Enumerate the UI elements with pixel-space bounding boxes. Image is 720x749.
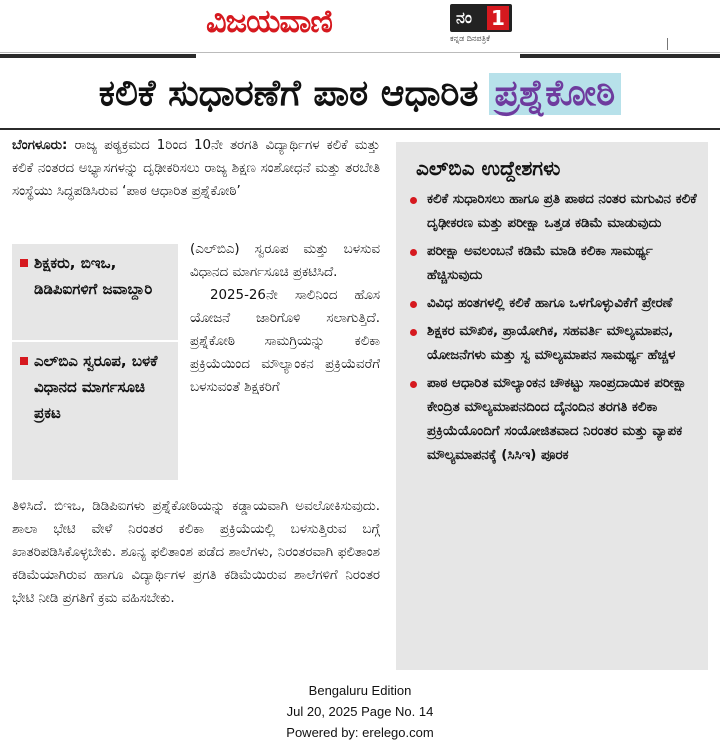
bullet-dot-icon xyxy=(410,249,417,256)
article-bottom-paragraph: ತಿಳಿಸಿದೆ. ಬಿಇಒ, ಡಿಡಿಪಿಐಗಳು ಪ್ರಶ್ನೆಕೋಠಿಯನ್ನು ಕಡ್ಡಾಯವಾಗಿ ಅವಲೋಕಿಸುವುದು. ಶಾಲಾ ಭೇಟಿ ವೇಳೆ ನಿರಂತರ ಕಲಿಕಾ ಪ್ರಕ್ರಿಯೆಯಲ್ಲಿ ಬಳಸುತ್ತಿರುವ ಬಗ್ಗೆ ಖಾತರಿಪಡಿಸಿಕೊಳ್ಳಬೇಕು. ಶೂನ್ಯ ಫಲಿತಾಂಶ ಪಡೆದ ಶಾಲೆಗಳು, ನಿರಂತರವಾಗಿ ಫಲಿತಾಂಶ ಕಡಿಮೆಯಾಗಿರುವ ಹಾಗೂ ವಿದ್ಯಾರ್ಥಿಗಳ ಪ್ರಗತಿ ಕಡಿಮೆಯಿರುವ ಶಾಲೆಗಳಿಗೆ ನಿರಂತರ ಭೇಟಿ ನೀಡಿ ಪ್ರಗತಿಗೆ ಕ್ರಮ ವಹಿಸಬೇಕು. xyxy=(12,499,380,606)
objective-item xyxy=(410,188,698,236)
footer-edition: Bengaluru Edition xyxy=(308,683,412,698)
article-mid-text-2: 2025-26ನೇ ಸಾಲಿನಿಂದ ಹೊಸ ಯೋಜನೆ ಜಾರಿಗೊಳಿ ಸಲಾಗುತ್ತಿದೆ. ಪ್ರಶ್ನೆಕೋಠಿ ಸಾಮಗ್ರಿಯನ್ನು ಕಲಿಕಾ ಪ್ರಕ್ರಿಯೆಯಿಂದ ಮೌಲ್ಯಾಂಕನ ಪ್ರಕ್ರಿಯೆವರೆಗೆ ಬಳಸುವಂತೆ ಶಿಕ್ಷಕರಿಗೆ xyxy=(190,288,380,395)
objective-text: ಪರೀಕ್ಷಾ ಅವಲಂಬನೆ ಕಡಿಮೆ ಮಾಡಿ ಕಲಿಕಾ ಸಾಮರ್ಥ್ಯ ಹೆಚ್ಚಿಸುವುದು xyxy=(427,244,653,283)
masthead-thin-rule xyxy=(0,52,720,53)
bullet-dot-icon xyxy=(410,381,417,388)
masthead-tagline: ಕನ್ನಡ ದಿನಪತ್ರಿಕೆ xyxy=(450,34,491,43)
objective-item xyxy=(410,240,698,288)
bullet-square-icon xyxy=(20,259,28,267)
masthead-tick xyxy=(667,38,668,50)
article-mid-text-1: (ಎಲ್‌ಬಿಎ) ಸ್ವರೂಪ ಮತ್ತು ಬಳಸುವ ವಿಧಾನದ ಮಾರ್ಗಸೂಚಿ ಪ್ರಕಟಿಸಿದೆ. xyxy=(190,242,380,280)
article-top-text: ರಾಜ್ಯ ಪಠ್ಯಕ್ರಮದ 1ರಿಂದ 10ನೇ ತರಗತಿ ವಿದ್ಯಾರ್ಥಿಗಳ ಕಲಿಕೆ ಮತ್ತು ಕಲಿಕೆ ನಂತರದ ಅಭ್ಯಾಸಗಳನ್ನು ದೃಢೀಕರಿಸಲು ರಾಜ್ಯ ಶಿಕ್ಷಣ ಸಂಶೋಧನೆ ಮತ್ತು ತರಬೇತಿ ಸಂಸ್ಥೆಯು ಸಿದ್ಧಪಡಿಸಿರುವ ‘ಪಾಠ ಆಧಾರಿತ ಪ್ರಶ್ನೆಕೋಠಿ’ xyxy=(12,138,380,199)
bullet-dot-icon xyxy=(410,301,417,308)
newspaper-logo: ವಿಜಯವಾಣಿ xyxy=(206,2,332,40)
objective-item xyxy=(410,372,698,468)
highlight-text-2: ಎಲ್‌ಬಿಎ ಸ್ವರೂಪ, ಬಳಕೆ ವಿಧಾನದ ಮಾರ್ಗಸೂಚಿ ಪ್ರಕಟ xyxy=(34,352,158,422)
objective-text: ಪಾಠ ಆಧಾರಿತ ಮೌಲ್ಯಾಂಕನ ಚೌಕಟ್ಟು ಸಾಂಪ್ರದಾಯಿಕ ಪರೀಕ್ಷಾ ಕೇಂದ್ರಿತ ಮೌಲ್ಯಮಾಪನದಿಂದ ದೈನಂದಿನ ತರಗತಿ ಕಲಿಕಾ ಪ್ರಕ್ರಿಯೆಯೊಂದಿಗೆ ಸಂಯೋಜಿತವಾದ ನಿರಂತರ ಮತ್ತು ವ್ಯಾಪಕ ಮೌಲ್ಯಮಾಪನಕ್ಕೆ (ಸಿಸಿಇ) ಪೂರಕ xyxy=(427,376,687,463)
bullet-dot-icon xyxy=(410,197,417,204)
highlight-box-1 xyxy=(12,244,178,340)
objective-item xyxy=(410,320,698,368)
highlight-box-2 xyxy=(12,342,178,480)
headline xyxy=(0,62,720,126)
objective-text: ಕಲಿಕೆ ಸುಧಾರಿಸಲು ಹಾಗೂ ಪ್ರತಿ ಪಾಠದ ನಂತರ ಮಗುವಿನ ಕಲಿಕೆ ದೃಢೀಕರಣ ಮತ್ತು ಪರೀಕ್ಷಾ ಒತ್ತಡ ಕಡಿಮೆ ಮಾಡುವುದು xyxy=(427,192,697,231)
objective-item xyxy=(410,292,698,316)
headline-highlight: ಪ್ರಶ್ನೆಕೋಠಿ xyxy=(489,73,622,115)
bullet-square-icon xyxy=(20,357,28,365)
number-one-badge xyxy=(450,4,512,32)
badge-one-text: 1 xyxy=(487,6,509,30)
highlight-text-1: ಶಿಕ್ಷಕರು, ಬಿಇಒ, ಡಿಡಿಪಿಐಗಳಿಗೆ ಜವಾಬ್ದಾರಿ xyxy=(34,254,153,298)
footer-powered-by: Powered by: erelego.com xyxy=(286,725,434,740)
headline-rule xyxy=(0,128,720,130)
article-lead-paragraph xyxy=(12,134,380,203)
headline-main: ಕಲಿಕೆ ಸುಧಾರಣೆಗೆ ಪಾಠ ಆಧಾರಿತ xyxy=(98,73,479,114)
objective-text: ವಿವಿಧ ಹಂತಗಳಲ್ಲಿ ಕಲಿಕೆ ಹಾಗೂ ಒಳಗೊಳ್ಳುವಿಕೆಗೆ ಪ್ರೇರಣೆ xyxy=(427,296,673,311)
dateline: ಬೆಂಗಳೂರು: xyxy=(12,138,68,153)
article-mid-column xyxy=(190,238,380,399)
masthead-rule-left xyxy=(0,54,196,58)
badge-no-text: ನಂ xyxy=(456,8,472,27)
footer-date-page: Jul 20, 2025 Page No. 14 xyxy=(286,704,434,719)
objectives-panel xyxy=(396,142,708,670)
objectives-title: ಎಲ್‌ಬಿಎ ಉದ್ದೇಶಗಳು xyxy=(416,156,561,180)
masthead-rule-right xyxy=(520,54,720,58)
bullet-dot-icon xyxy=(410,329,417,336)
objective-text: ಶಿಕ್ಷಕರ ಮೌಖಿಕ, ಪ್ರಾಯೋಗಿಕ, ಸಹವರ್ತಿ ಮೌಲ್ಯಮಾಪನ, ಯೋಜನೆಗಳು ಮತ್ತು ಸ್ವ ಮೌಲ್ಯಮಾಪನ ಸಾಮರ್ಥ್ಯ ಹೆಚ್ಚಳ xyxy=(427,324,676,363)
